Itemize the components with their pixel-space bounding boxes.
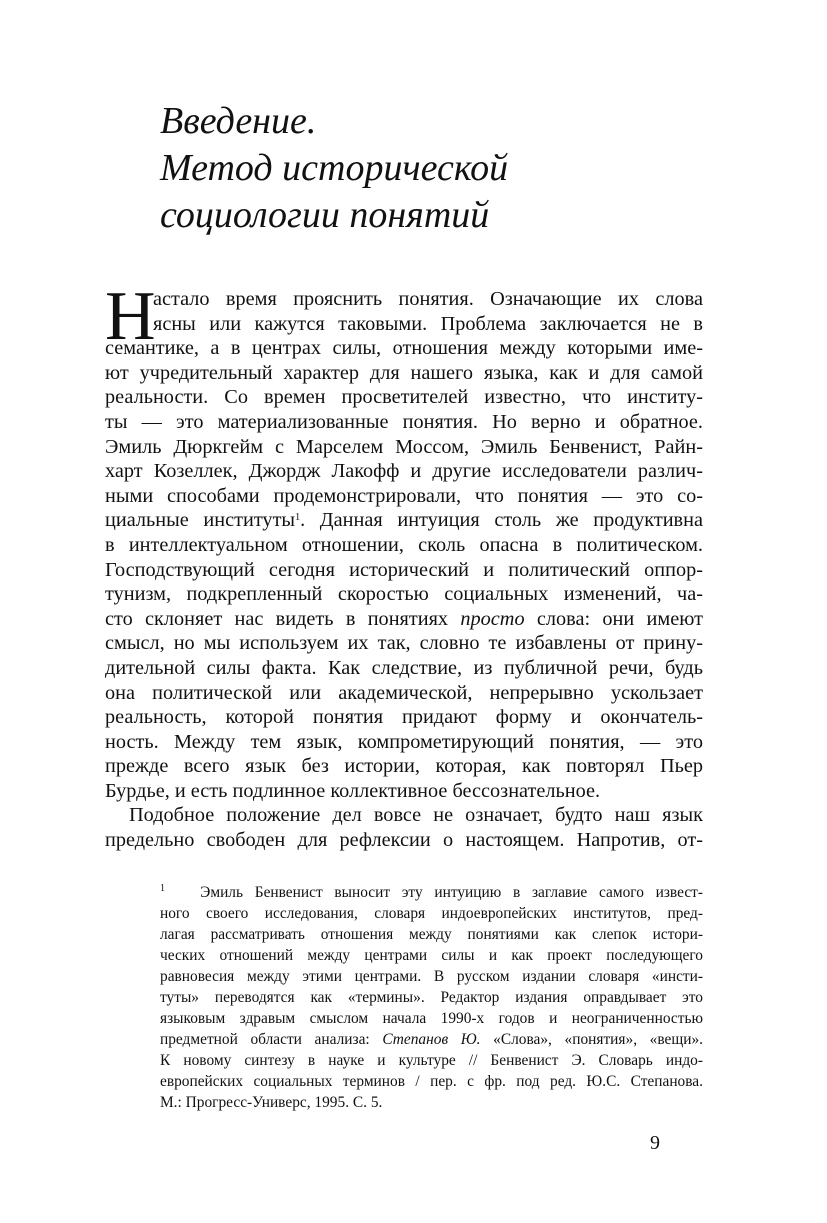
text-line: ты — это материализованные понятия. Но верно и обратное. — [105, 410, 703, 433]
text-line: тунизм, подкрепленный скоростью социальных изменений, ча- — [105, 583, 703, 606]
text-line: Бурдье, и есть подлинное коллективное бессознательное. — [105, 779, 601, 802]
footnote-fragment: «Слова», «понятия», «вещи». — [480, 1031, 703, 1048]
drop-cap: Н — [105, 278, 156, 355]
text-line: Подобное положение дел вовсе не означает, будто наш язык — [129, 804, 703, 827]
footnote-line: лагая рассматривать отношения между понятиями как слепок истори- — [160, 926, 703, 943]
text-line: семантике, а в центрах силы, отношения между которыми име- — [105, 337, 703, 360]
footnote-fragment: Эмиль Бенвенист выносит эту интуицию в заглавие самого извест- — [200, 884, 703, 901]
footnote-author: Степанов Ю. — [382, 1031, 481, 1048]
footnote-reference[interactable]: 1 — [295, 512, 301, 524]
footnote — [160, 882, 703, 1113]
text-line: харт Козеллек, Джордж Лакофф и другие исследователи различ- — [105, 460, 703, 483]
footnote-line: языковым здравым смыслом начала 1990-х годов и неограниченностью — [160, 1010, 703, 1027]
text-line: реальности. Со времен просветителей известно, что институ- — [105, 386, 703, 409]
footnote-line — [160, 882, 703, 903]
text-line: Эмиль Дюркгейм с Марселем Моссом, Эмиль Бенвенист, Райн- — [105, 435, 703, 458]
text-line: прежде всего язык без истории, которая, как повторял Пьер — [105, 755, 703, 778]
text-fragment: циальные институты — [105, 509, 296, 532]
text-fragment: слова: они имеют — [524, 607, 703, 630]
text-line: ют учредительный характер для нашего языка, как и для самой — [105, 361, 703, 384]
footnote-line: европейских социальных терминов / пер. с фр. под ред. Ю.С. Степанова. — [160, 1073, 703, 1090]
text-line: ность. Между тем язык, компрометирующий понятия, — это — [105, 730, 703, 753]
text-line: смысл, но мы используем их так, словно те избавлены от прину- — [105, 632, 703, 655]
emphasis-text: просто — [460, 607, 525, 630]
text-line — [105, 607, 703, 632]
chapter-title — [160, 98, 720, 239]
footnote-line: М.: Прогресс-Универс, 1995. С. 5. — [160, 1094, 383, 1111]
footnote-line: ческих отношений между центрами силы и как проект последующего — [160, 947, 703, 964]
chapter-title-line-3: социологии понятий — [160, 194, 490, 236]
text-line: дительной силы факта. Как следствие, из публичной речи, будь — [105, 656, 703, 679]
page-number: 9 — [650, 1132, 660, 1154]
text-fragment: . Данная интуиция столь же продуктивна — [300, 509, 703, 532]
text-line: предельно свободен для рефлексии о настоящем. Напротив, от- — [105, 829, 703, 852]
text-line: она политической или академической, непрерывно ускользает — [105, 681, 703, 704]
text-line: астало время прояснить понятия. Означающие их слова — [153, 288, 703, 310]
chapter-title-line-2: Метод исторической — [160, 147, 509, 189]
text-line — [105, 508, 703, 533]
text-line: ными способами продемонстрировали, что понятия — это со- — [105, 484, 703, 507]
footnote-line — [160, 1029, 703, 1050]
text-fragment: сто склоняет нас видеть в понятиях — [105, 607, 461, 630]
footnote-line: туты» переводятся как «термины». Редактор издания оправдывает это — [160, 989, 703, 1006]
footnote-marker: 1 — [160, 883, 165, 894]
body-text — [105, 278, 703, 853]
text-line: реальность, которой понятия придают форму и окончатель- — [105, 706, 703, 729]
footnote-line: К новому синтезу в науке и культуре // Бенвенист Э. Словарь индо- — [160, 1052, 703, 1069]
text-line: в интеллектуальном отношении, сколь опасна в политическом. — [105, 533, 703, 556]
text-line: Господствующий сегодня исторический и политический оппор- — [105, 558, 703, 581]
text-line: ясны или кажутся таковыми. Проблема заключается не в — [153, 312, 703, 335]
footnote-fragment: предметной области анализа: — [160, 1031, 383, 1048]
footnote-line: равновесия между этими центрами. В русском издании словаря «инсти- — [160, 968, 703, 985]
footnote-line: ного своего исследования, словаря индоевропейских институтов, пред- — [160, 905, 703, 922]
chapter-title-line-1: Введение. — [160, 100, 317, 142]
